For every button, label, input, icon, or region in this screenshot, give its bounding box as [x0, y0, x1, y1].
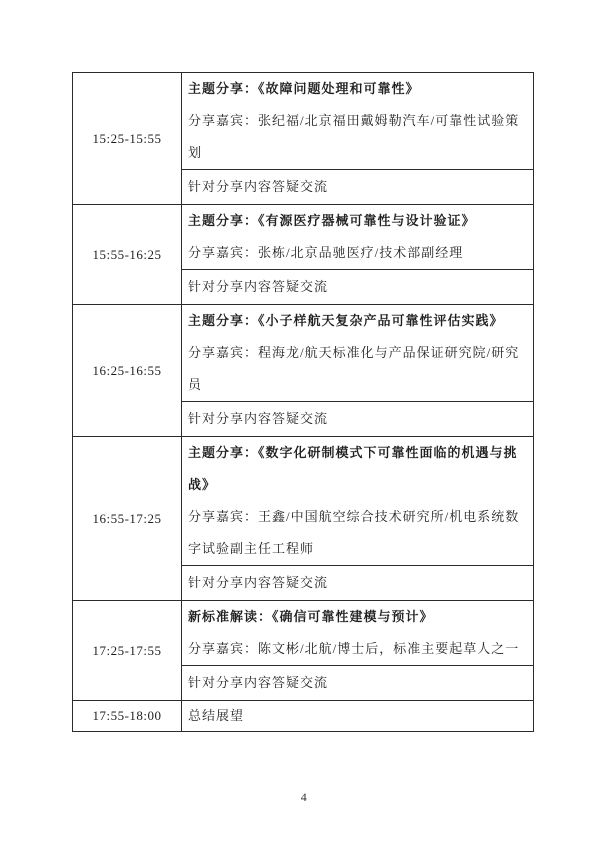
session-qa: 针对分享内容答疑交流 [182, 401, 533, 436]
session-guest: 分享嘉宾：张栋/北京品驰医疗/技术部副经理 [188, 245, 464, 260]
session-content [182, 305, 533, 436]
session-details [182, 205, 533, 269]
session-summary: 总结展望 [188, 708, 245, 723]
session-guest: 分享嘉宾：程海龙/航天标准化与产品保证研究院/研究员 [188, 345, 520, 392]
session-title: 主题分享：《小子样航天复杂产品可靠性评估实践》 [188, 313, 504, 328]
session-time: 17:25-17:55 [73, 601, 182, 700]
session-guest: 分享嘉宾：王鑫/中国航空综合技术研究所/机电系统数字试验副主任工程师 [188, 509, 520, 556]
session-details [182, 305, 533, 401]
session-row [73, 437, 533, 601]
session-qa: 针对分享内容答疑交流 [182, 665, 533, 700]
session-content [182, 73, 533, 204]
session-details [182, 73, 533, 169]
session-content [182, 205, 533, 304]
session-qa: 针对分享内容答疑交流 [182, 269, 533, 304]
page-number: 4 [300, 790, 308, 804]
session-title: 主题分享：《有源医疗器械可靠性与设计验证》 [188, 213, 476, 228]
session-details [182, 601, 533, 665]
session-time: 16:25-16:55 [73, 305, 182, 436]
session-time: 15:25-15:55 [73, 73, 182, 204]
session-content [182, 437, 533, 600]
session-title: 新标准解读：《确信可靠性建模与预计》 [188, 609, 434, 624]
schedule-table [72, 72, 534, 732]
session-row [73, 601, 533, 701]
session-time: 16:55-17:25 [73, 437, 182, 600]
session-details [182, 437, 533, 565]
session-content [182, 601, 533, 700]
session-qa: 针对分享内容答疑交流 [182, 169, 533, 204]
session-row [73, 205, 533, 305]
session-time: 17:55-18:00 [73, 701, 182, 731]
session-guest: 分享嘉宾：陈文彬/北航/博士后，标准主要起草人之一 [188, 641, 520, 656]
session-time: 15:55-16:25 [73, 205, 182, 304]
session-title: 主题分享：《数字化研制模式下可靠性面临的机遇与挑战》 [188, 445, 518, 492]
session-row [73, 305, 533, 437]
session-qa: 针对分享内容答疑交流 [182, 565, 533, 600]
session-guest: 分享嘉宾：张纪福/北京福田戴姆勒汽车/可靠性试验策划 [188, 113, 520, 160]
session-row [73, 701, 533, 731]
session-row [73, 73, 533, 205]
session-title: 主题分享：《故障问题处理和可靠性》 [188, 81, 420, 96]
